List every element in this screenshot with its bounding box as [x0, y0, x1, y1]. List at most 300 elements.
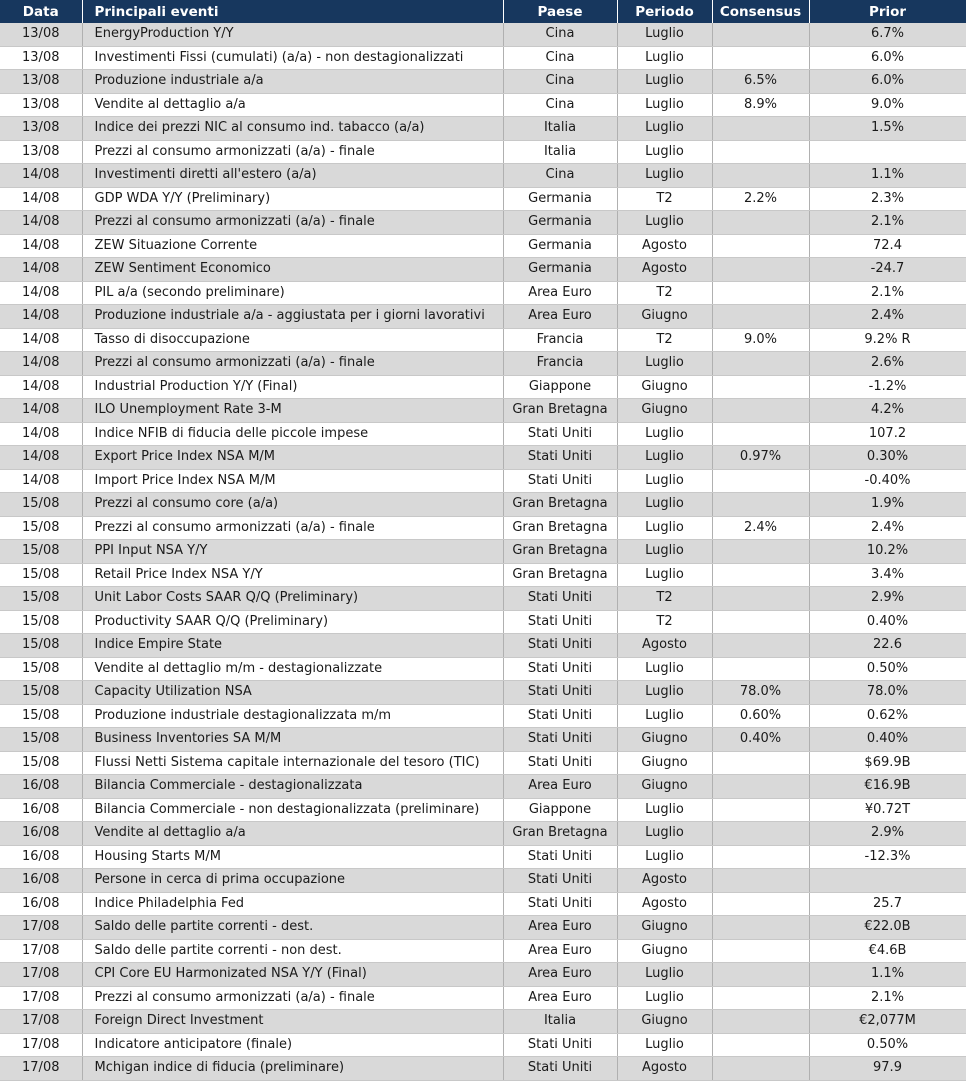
- cell-date: 15/08: [0, 563, 82, 587]
- cell-period: Luglio: [617, 117, 712, 141]
- cell-country: Area Euro: [503, 963, 617, 987]
- cell-country: Germania: [503, 258, 617, 282]
- table-row: [0, 258, 966, 282]
- cell-date: 16/08: [0, 822, 82, 846]
- cell-prior: 72.4: [809, 234, 966, 258]
- cell-period: Luglio: [617, 493, 712, 517]
- cell-event: Saldo delle partite correnti - non dest.: [82, 939, 503, 963]
- cell-consensus: [712, 916, 809, 940]
- cell-date: 13/08: [0, 46, 82, 70]
- cell-prior: 6.0%: [809, 46, 966, 70]
- cell-date: 16/08: [0, 845, 82, 869]
- cell-prior: 3.4%: [809, 563, 966, 587]
- cell-event: ZEW Situazione Corrente: [82, 234, 503, 258]
- cell-country: Germania: [503, 187, 617, 211]
- cell-prior: €2,077M: [809, 1010, 966, 1034]
- cell-prior: $69.9B: [809, 751, 966, 775]
- cell-consensus: 9.0%: [712, 328, 809, 352]
- cell-period: Giugno: [617, 375, 712, 399]
- cell-prior: 2.4%: [809, 305, 966, 329]
- cell-country: Gran Bretagna: [503, 516, 617, 540]
- table-row: [0, 1057, 966, 1081]
- table-row: [0, 164, 966, 188]
- cell-period: Luglio: [617, 422, 712, 446]
- cell-period: Luglio: [617, 446, 712, 470]
- cell-period: Agosto: [617, 869, 712, 893]
- cell-period: Luglio: [617, 469, 712, 493]
- cell-period: Giugno: [617, 751, 712, 775]
- cell-consensus: [712, 634, 809, 658]
- cell-prior: 2.9%: [809, 822, 966, 846]
- cell-date: 15/08: [0, 704, 82, 728]
- cell-event: Retail Price Index NSA Y/Y: [82, 563, 503, 587]
- table-row: [0, 751, 966, 775]
- cell-period: Agosto: [617, 1057, 712, 1081]
- table-row: [0, 93, 966, 117]
- cell-period: Luglio: [617, 70, 712, 94]
- cell-date: 13/08: [0, 140, 82, 164]
- cell-prior: 0.62%: [809, 704, 966, 728]
- cell-consensus: [712, 587, 809, 611]
- cell-country: Stati Uniti: [503, 422, 617, 446]
- cell-consensus: 0.40%: [712, 728, 809, 752]
- cell-prior: 2.9%: [809, 587, 966, 611]
- cell-date: 16/08: [0, 775, 82, 799]
- cell-consensus: 2.4%: [712, 516, 809, 540]
- cell-event: Productivity SAAR Q/Q (Preliminary): [82, 610, 503, 634]
- cell-event: Indice NFIB di fiducia delle piccole impese: [82, 422, 503, 446]
- cell-country: Germania: [503, 234, 617, 258]
- cell-date: 13/08: [0, 117, 82, 141]
- table-row: [0, 117, 966, 141]
- cell-prior: 0.30%: [809, 446, 966, 470]
- cell-prior: 2.1%: [809, 986, 966, 1010]
- table-row: [0, 610, 966, 634]
- cell-event: Prezzi al consumo armonizzati (a/a) - finale: [82, 211, 503, 235]
- cell-consensus: 2.2%: [712, 187, 809, 211]
- cell-date: 13/08: [0, 23, 82, 46]
- table-row: [0, 1033, 966, 1057]
- cell-consensus: [712, 610, 809, 634]
- cell-event: Investimenti diretti all'estero (a/a): [82, 164, 503, 188]
- cell-period: Giugno: [617, 399, 712, 423]
- cell-event: Mchigan indice di fiducia (preliminare): [82, 1057, 503, 1081]
- cell-consensus: [712, 751, 809, 775]
- cell-consensus: [712, 469, 809, 493]
- table-row: [0, 234, 966, 258]
- cell-period: Giugno: [617, 728, 712, 752]
- cell-country: Stati Uniti: [503, 446, 617, 470]
- header-row: [0, 0, 966, 23]
- cell-consensus: [712, 1033, 809, 1057]
- cell-period: Luglio: [617, 211, 712, 235]
- cell-event: ILO Unemployment Rate 3-M: [82, 399, 503, 423]
- cell-consensus: 6.5%: [712, 70, 809, 94]
- table-row: [0, 845, 966, 869]
- cell-period: Luglio: [617, 164, 712, 188]
- header-date: Data: [0, 0, 82, 23]
- cell-consensus: [712, 164, 809, 188]
- cell-prior: 0.50%: [809, 657, 966, 681]
- cell-event: EnergyProduction Y/Y: [82, 23, 503, 46]
- cell-consensus: [712, 963, 809, 987]
- cell-prior: 22.6: [809, 634, 966, 658]
- cell-country: Stati Uniti: [503, 892, 617, 916]
- cell-event: Prezzi al consumo armonizzati (a/a) - finale: [82, 986, 503, 1010]
- table-row: [0, 328, 966, 352]
- cell-country: Area Euro: [503, 775, 617, 799]
- table-row: [0, 493, 966, 517]
- cell-prior: 4.2%: [809, 399, 966, 423]
- cell-event: Bilancia Commerciale - non destagionalizzata (preliminare): [82, 798, 503, 822]
- cell-prior: 2.3%: [809, 187, 966, 211]
- cell-event: Foreign Direct Investment: [82, 1010, 503, 1034]
- cell-prior: -1.2%: [809, 375, 966, 399]
- cell-period: Luglio: [617, 681, 712, 705]
- header-consensus: Consensus: [712, 0, 809, 23]
- cell-prior: 9.0%: [809, 93, 966, 117]
- cell-date: 14/08: [0, 469, 82, 493]
- cell-country: Stati Uniti: [503, 657, 617, 681]
- table-row: [0, 1010, 966, 1034]
- cell-prior: 0.40%: [809, 728, 966, 752]
- cell-country: Stati Uniti: [503, 634, 617, 658]
- cell-period: Agosto: [617, 892, 712, 916]
- table-row: [0, 399, 966, 423]
- cell-event: Housing Starts M/M: [82, 845, 503, 869]
- cell-prior: 9.2% R: [809, 328, 966, 352]
- cell-period: Agosto: [617, 258, 712, 282]
- cell-event: Prezzi al consumo armonizzati (a/a) - finale: [82, 352, 503, 376]
- cell-prior: 2.1%: [809, 281, 966, 305]
- table-row: [0, 916, 966, 940]
- cell-event: Capacity Utilization NSA: [82, 681, 503, 705]
- cell-date: 14/08: [0, 422, 82, 446]
- cell-prior: -12.3%: [809, 845, 966, 869]
- cell-date: 16/08: [0, 798, 82, 822]
- table-row: [0, 469, 966, 493]
- cell-consensus: [712, 540, 809, 564]
- cell-prior: [809, 140, 966, 164]
- cell-period: Giugno: [617, 939, 712, 963]
- cell-date: 14/08: [0, 234, 82, 258]
- cell-event: Indice Empire State: [82, 634, 503, 658]
- cell-consensus: 78.0%: [712, 681, 809, 705]
- cell-prior: 6.7%: [809, 23, 966, 46]
- cell-prior: 25.7: [809, 892, 966, 916]
- cell-consensus: [712, 1010, 809, 1034]
- cell-prior: €22.0B: [809, 916, 966, 940]
- cell-event: PIL a/a (secondo preliminare): [82, 281, 503, 305]
- cell-date: 14/08: [0, 305, 82, 329]
- cell-period: Agosto: [617, 234, 712, 258]
- table-row: [0, 540, 966, 564]
- cell-period: T2: [617, 281, 712, 305]
- cell-prior: 107.2: [809, 422, 966, 446]
- cell-period: Luglio: [617, 963, 712, 987]
- cell-period: Luglio: [617, 140, 712, 164]
- cell-prior: ¥0.72T: [809, 798, 966, 822]
- cell-country: Stati Uniti: [503, 587, 617, 611]
- cell-event: Produzione industriale a/a - aggiustata per i giorni lavorativi: [82, 305, 503, 329]
- cell-event: Indicatore anticipatore (finale): [82, 1033, 503, 1057]
- cell-event: Vendite al dettaglio a/a: [82, 93, 503, 117]
- cell-event: Produzione industriale destagionalizzata m/m: [82, 704, 503, 728]
- cell-consensus: 0.60%: [712, 704, 809, 728]
- table-row: [0, 892, 966, 916]
- cell-prior: 6.0%: [809, 70, 966, 94]
- cell-event: Export Price Index NSA M/M: [82, 446, 503, 470]
- cell-event: Prezzi al consumo armonizzati (a/a) - finale: [82, 140, 503, 164]
- cell-period: Luglio: [617, 516, 712, 540]
- cell-date: 15/08: [0, 634, 82, 658]
- cell-period: Luglio: [617, 657, 712, 681]
- table-row: [0, 869, 966, 893]
- cell-country: Gran Bretagna: [503, 493, 617, 517]
- cell-prior: 0.40%: [809, 610, 966, 634]
- cell-prior: 1.9%: [809, 493, 966, 517]
- table-body: [0, 23, 966, 1080]
- table-row: [0, 23, 966, 46]
- cell-consensus: [712, 140, 809, 164]
- table-row: [0, 587, 966, 611]
- cell-country: Stati Uniti: [503, 845, 617, 869]
- table-row: [0, 939, 966, 963]
- header-prior: Prior: [809, 0, 966, 23]
- table-row: [0, 634, 966, 658]
- cell-event: Vendite al dettaglio m/m - destagionalizzate: [82, 657, 503, 681]
- cell-country: Stati Uniti: [503, 751, 617, 775]
- cell-period: T2: [617, 587, 712, 611]
- cell-country: Gran Bretagna: [503, 540, 617, 564]
- cell-date: 13/08: [0, 70, 82, 94]
- cell-country: Cina: [503, 46, 617, 70]
- table-row: [0, 422, 966, 446]
- cell-date: 15/08: [0, 516, 82, 540]
- cell-period: T2: [617, 187, 712, 211]
- cell-consensus: [712, 305, 809, 329]
- cell-prior: 2.1%: [809, 211, 966, 235]
- cell-date: 14/08: [0, 164, 82, 188]
- cell-country: Area Euro: [503, 939, 617, 963]
- cell-event: Saldo delle partite correnti - dest.: [82, 916, 503, 940]
- cell-country: Giappone: [503, 375, 617, 399]
- cell-event: Industrial Production Y/Y (Final): [82, 375, 503, 399]
- cell-period: Luglio: [617, 798, 712, 822]
- table-row: [0, 352, 966, 376]
- cell-event: Import Price Index NSA M/M: [82, 469, 503, 493]
- table-row: [0, 305, 966, 329]
- cell-prior: 78.0%: [809, 681, 966, 705]
- cell-country: Area Euro: [503, 281, 617, 305]
- table-row: [0, 375, 966, 399]
- cell-consensus: [712, 375, 809, 399]
- cell-prior: [809, 869, 966, 893]
- cell-date: 14/08: [0, 281, 82, 305]
- cell-consensus: [712, 892, 809, 916]
- cell-event: GDP WDA Y/Y (Preliminary): [82, 187, 503, 211]
- cell-date: 14/08: [0, 446, 82, 470]
- header-event: Principali eventi: [82, 0, 503, 23]
- table-row: [0, 704, 966, 728]
- cell-event: Flussi Netti Sistema capitale internazionale del tesoro (TIC): [82, 751, 503, 775]
- cell-period: Giugno: [617, 305, 712, 329]
- cell-prior: 2.4%: [809, 516, 966, 540]
- cell-event: Produzione industriale a/a: [82, 70, 503, 94]
- table-row: [0, 986, 966, 1010]
- cell-date: 14/08: [0, 187, 82, 211]
- cell-consensus: [712, 117, 809, 141]
- table-row: [0, 211, 966, 235]
- table-row: [0, 822, 966, 846]
- cell-period: Luglio: [617, 23, 712, 46]
- cell-date: 15/08: [0, 610, 82, 634]
- table-row: [0, 963, 966, 987]
- cell-event: Prezzi al consumo armonizzati (a/a) - finale: [82, 516, 503, 540]
- cell-event: PPI Input NSA Y/Y: [82, 540, 503, 564]
- table-row: [0, 516, 966, 540]
- cell-consensus: [712, 563, 809, 587]
- cell-country: Stati Uniti: [503, 728, 617, 752]
- table-row: [0, 681, 966, 705]
- cell-country: Germania: [503, 211, 617, 235]
- cell-period: T2: [617, 610, 712, 634]
- cell-country: Gran Bretagna: [503, 399, 617, 423]
- cell-consensus: [712, 23, 809, 46]
- cell-consensus: [712, 352, 809, 376]
- cell-period: Agosto: [617, 634, 712, 658]
- table-row: [0, 728, 966, 752]
- cell-consensus: [712, 493, 809, 517]
- cell-consensus: [712, 258, 809, 282]
- cell-consensus: [712, 281, 809, 305]
- table-row: [0, 657, 966, 681]
- cell-country: Italia: [503, 1010, 617, 1034]
- cell-event: Indice dei prezzi NIC al consumo ind. tabacco (a/a): [82, 117, 503, 141]
- cell-prior: €4.6B: [809, 939, 966, 963]
- cell-consensus: [712, 657, 809, 681]
- cell-period: Luglio: [617, 986, 712, 1010]
- cell-country: Italia: [503, 117, 617, 141]
- cell-country: Giappone: [503, 798, 617, 822]
- cell-prior: 1.1%: [809, 164, 966, 188]
- cell-period: Luglio: [617, 540, 712, 564]
- cell-country: Cina: [503, 70, 617, 94]
- cell-period: Luglio: [617, 93, 712, 117]
- cell-event: CPI Core EU Harmonizated NSA Y/Y (Final): [82, 963, 503, 987]
- cell-event: Vendite al dettaglio a/a: [82, 822, 503, 846]
- cell-date: 16/08: [0, 869, 82, 893]
- cell-prior: 97.9: [809, 1057, 966, 1081]
- cell-date: 15/08: [0, 728, 82, 752]
- cell-country: Area Euro: [503, 986, 617, 1010]
- cell-date: 17/08: [0, 939, 82, 963]
- cell-period: Giugno: [617, 775, 712, 799]
- cell-event: Prezzi al consumo core (a/a): [82, 493, 503, 517]
- cell-consensus: [712, 399, 809, 423]
- cell-country: Stati Uniti: [503, 681, 617, 705]
- cell-country: Area Euro: [503, 305, 617, 329]
- cell-consensus: 8.9%: [712, 93, 809, 117]
- cell-consensus: [712, 422, 809, 446]
- cell-event: Bilancia Commerciale - destagionalizzata: [82, 775, 503, 799]
- cell-prior: 10.2%: [809, 540, 966, 564]
- table-row: [0, 563, 966, 587]
- cell-event: Business Inventories SA M/M: [82, 728, 503, 752]
- cell-date: 15/08: [0, 681, 82, 705]
- cell-period: Luglio: [617, 563, 712, 587]
- table-row: [0, 187, 966, 211]
- table-row: [0, 46, 966, 70]
- table-header: [0, 0, 966, 23]
- cell-country: Stati Uniti: [503, 704, 617, 728]
- cell-date: 13/08: [0, 93, 82, 117]
- cell-country: Area Euro: [503, 916, 617, 940]
- cell-period: Giugno: [617, 1010, 712, 1034]
- cell-period: Luglio: [617, 822, 712, 846]
- cell-consensus: 0.97%: [712, 446, 809, 470]
- cell-period: Luglio: [617, 1033, 712, 1057]
- cell-event: Persone in cerca di prima occupazione: [82, 869, 503, 893]
- cell-country: Gran Bretagna: [503, 822, 617, 846]
- cell-event: Indice Philadelphia Fed: [82, 892, 503, 916]
- cell-date: 14/08: [0, 328, 82, 352]
- cell-prior: -0.40%: [809, 469, 966, 493]
- cell-date: 14/08: [0, 352, 82, 376]
- cell-country: Stati Uniti: [503, 1033, 617, 1057]
- cell-date: 15/08: [0, 657, 82, 681]
- cell-consensus: [712, 798, 809, 822]
- table-row: [0, 446, 966, 470]
- table-row: [0, 140, 966, 164]
- cell-consensus: [712, 986, 809, 1010]
- cell-consensus: [712, 234, 809, 258]
- cell-consensus: [712, 845, 809, 869]
- cell-date: 14/08: [0, 211, 82, 235]
- cell-country: Gran Bretagna: [503, 563, 617, 587]
- cell-prior: 0.50%: [809, 1033, 966, 1057]
- cell-period: Luglio: [617, 46, 712, 70]
- cell-event: Unit Labor Costs SAAR Q/Q (Preliminary): [82, 587, 503, 611]
- cell-date: 17/08: [0, 916, 82, 940]
- cell-prior: -24.7: [809, 258, 966, 282]
- cell-country: Cina: [503, 23, 617, 46]
- table-row: [0, 281, 966, 305]
- cell-prior: €16.9B: [809, 775, 966, 799]
- cell-date: 16/08: [0, 892, 82, 916]
- cell-consensus: [712, 1057, 809, 1081]
- cell-event: Tasso di disoccupazione: [82, 328, 503, 352]
- cell-date: 15/08: [0, 540, 82, 564]
- cell-consensus: [712, 869, 809, 893]
- cell-consensus: [712, 775, 809, 799]
- cell-date: 15/08: [0, 587, 82, 611]
- cell-prior: 2.6%: [809, 352, 966, 376]
- cell-country: Francia: [503, 328, 617, 352]
- cell-date: 15/08: [0, 751, 82, 775]
- table-row: [0, 775, 966, 799]
- cell-period: Luglio: [617, 352, 712, 376]
- table-row: [0, 70, 966, 94]
- cell-country: Cina: [503, 164, 617, 188]
- cell-period: Luglio: [617, 704, 712, 728]
- cell-date: 17/08: [0, 1010, 82, 1034]
- cell-date: 17/08: [0, 963, 82, 987]
- cell-country: Stati Uniti: [503, 610, 617, 634]
- header-period: Periodo: [617, 0, 712, 23]
- table-row: [0, 798, 966, 822]
- cell-country: Stati Uniti: [503, 469, 617, 493]
